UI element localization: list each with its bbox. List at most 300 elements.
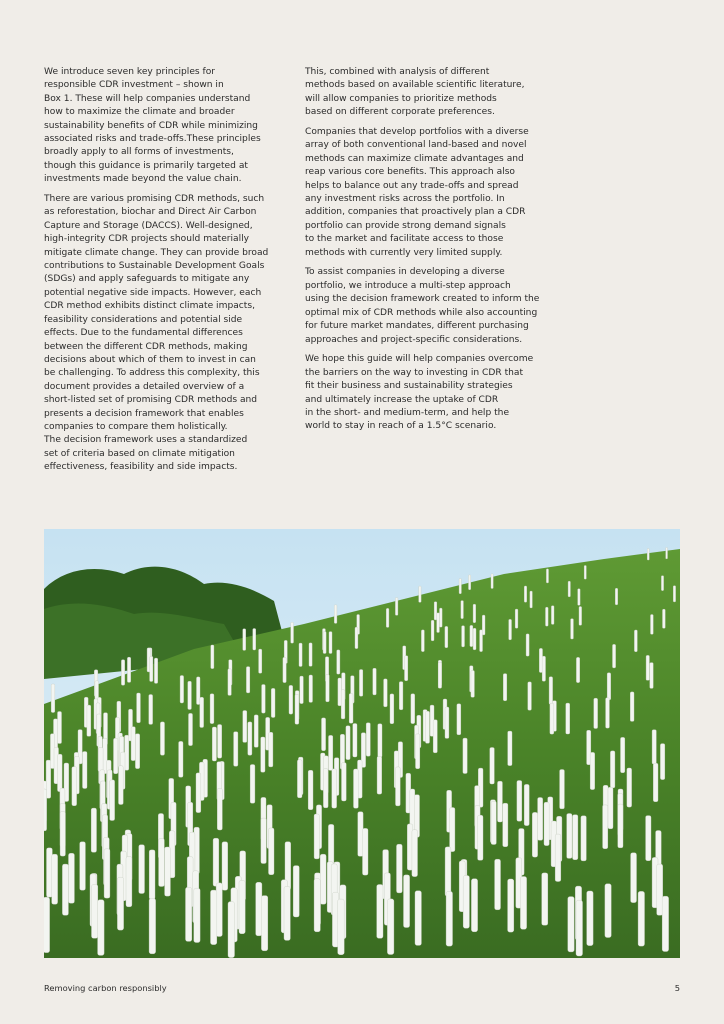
tree-guard <box>341 690 345 719</box>
tree-guard <box>250 765 255 804</box>
tree-guard <box>80 842 86 890</box>
tree-guard <box>228 669 231 696</box>
tree-guard <box>387 899 394 955</box>
tree-guard <box>587 891 593 946</box>
tree-guard <box>576 657 579 682</box>
tree-guard <box>346 726 350 760</box>
tree-guard <box>52 854 58 904</box>
tree-guard <box>621 737 625 772</box>
tree-guard <box>470 625 473 646</box>
tree-guard <box>463 876 469 929</box>
tree-guard <box>498 781 503 822</box>
tree-guard <box>634 630 637 652</box>
tree-guard <box>212 727 216 761</box>
tree-guard <box>571 619 574 639</box>
tree-guard <box>110 780 115 821</box>
tree-guard <box>457 704 461 735</box>
right-paragraph-2 <box>305 126 555 260</box>
tree-guard <box>590 752 595 789</box>
tree-guard <box>342 763 347 801</box>
tree-guard <box>127 657 130 682</box>
tree-guard <box>104 849 110 898</box>
tree-guard <box>405 656 408 681</box>
tree-guard <box>395 598 398 616</box>
tree-guard <box>396 767 401 806</box>
tree-guard <box>58 754 63 791</box>
tree-guard <box>160 722 164 755</box>
tree-guard <box>197 677 201 705</box>
tree-guard <box>189 713 193 745</box>
tree-guard <box>568 581 570 597</box>
tree-guard <box>69 853 75 903</box>
tree-guard <box>399 682 403 710</box>
tree-guard <box>271 688 275 717</box>
tree-guard <box>308 770 313 809</box>
tree-guard <box>549 677 553 705</box>
tree-guard <box>261 896 267 951</box>
tree-guard <box>652 730 656 764</box>
text-line: effects. Due to the fundamental differences <box>44 328 243 339</box>
tree-guard <box>508 731 512 766</box>
tree-guard <box>480 630 483 652</box>
tree-guard <box>269 732 273 767</box>
tree-guard <box>149 898 156 954</box>
tree-guard <box>326 675 330 702</box>
tree-guard <box>520 877 526 930</box>
tree-guard <box>165 847 171 896</box>
tree-guard <box>180 676 184 704</box>
tree-guard <box>404 875 410 928</box>
text-line: methods can maximize climate advantages and <box>305 153 524 164</box>
tree-guard <box>314 814 319 859</box>
text-line: To assist companies in developing a diverse <box>305 267 505 278</box>
tree-guard <box>47 848 53 897</box>
tree-guard <box>666 548 668 559</box>
tree-guard <box>243 629 246 651</box>
tree-guard <box>567 814 572 859</box>
tree-guard <box>411 694 415 724</box>
tree-guard <box>378 724 382 758</box>
tree-guard <box>239 880 245 933</box>
tree-guard <box>322 718 326 751</box>
text-line: and ultimately increase the uptake of CDR <box>305 394 499 405</box>
right-paragraph-4 <box>305 353 555 433</box>
left-paragraph-2 <box>44 193 284 475</box>
text-line: broadly apply to all forms of investments, <box>44 147 234 158</box>
text-line: any investment risks across the portfolio. In <box>305 194 505 205</box>
tree-guard <box>373 668 376 695</box>
tree-guard <box>673 586 675 602</box>
tree-guard <box>256 882 262 936</box>
text-line: The decision framework uses a standardized <box>44 435 248 446</box>
tree-guard <box>253 629 256 651</box>
tree-guard <box>210 694 214 724</box>
tree-guard <box>415 891 421 946</box>
tree-guard <box>261 737 265 772</box>
text-line: to the market and facilitate access to those <box>305 234 504 245</box>
tree-guard <box>121 660 124 686</box>
text-line: the barriers on the way to investing in CDR that <box>305 367 524 378</box>
tree-guard <box>44 897 50 952</box>
footer-title: Removing carbon responsibly <box>44 983 167 993</box>
tree-guard <box>329 632 332 654</box>
tree-guard <box>186 887 192 941</box>
tree-guard <box>578 589 580 606</box>
tree-guard <box>532 812 537 857</box>
tree-guard <box>337 650 340 674</box>
tree-guard <box>179 741 183 777</box>
tree-guard <box>473 628 476 650</box>
tree-guard <box>421 630 424 652</box>
tree-guard <box>471 671 475 698</box>
tree-guard <box>546 607 549 626</box>
tree-guard <box>213 838 219 886</box>
tree-guard <box>508 879 514 932</box>
tree-guard <box>463 738 467 773</box>
tree-guard <box>440 608 443 627</box>
text-line: portfolio, we introduce a multi-step approach <box>305 280 511 291</box>
tree-guard <box>188 681 192 709</box>
text-line: using the decision framework created to inform the <box>305 294 540 305</box>
text-line: We introduce seven key principles for <box>44 67 216 77</box>
tree-guard <box>353 724 357 758</box>
tree-guard <box>445 847 451 896</box>
tree-guard <box>491 574 493 589</box>
tree-guard <box>254 715 258 747</box>
tree-guard <box>320 854 326 904</box>
tree-guard <box>309 675 313 702</box>
text-line: though this guidance is primarily targeted at <box>44 160 248 171</box>
text-line: decisions about which of them to invest in can <box>44 354 256 365</box>
tree-guard <box>445 707 449 738</box>
tree-guard <box>542 656 545 681</box>
text-line: short-listed set of promising CDR methods and <box>44 395 258 406</box>
tree-guard <box>216 883 222 937</box>
tree-guard <box>662 896 668 951</box>
tree-guard <box>630 692 634 722</box>
tree-guard <box>526 634 529 656</box>
tree-guard <box>462 626 465 647</box>
text-line: portfolio can provide strong demand signals <box>305 220 506 231</box>
tree-guard <box>293 866 299 917</box>
tree-guard <box>524 586 526 602</box>
tree-guard <box>560 770 565 809</box>
tree-guard <box>524 784 529 825</box>
tree-guard <box>149 695 153 725</box>
tree-guard <box>433 720 437 753</box>
text-line: We hope this guide will help companies overcome <box>305 354 534 365</box>
text-line: presents a decision framework that enables <box>44 408 244 419</box>
tree-guard <box>259 649 262 673</box>
tree-guard <box>646 655 649 680</box>
tree-guard <box>289 685 293 714</box>
tree-guard <box>262 685 266 714</box>
tree-guard <box>91 808 96 852</box>
tree-guard <box>515 609 518 628</box>
tree-guard <box>234 732 238 767</box>
tree-guard <box>218 725 222 759</box>
tree-guard <box>517 781 522 822</box>
tree-guard <box>354 769 359 808</box>
tree-guard <box>98 900 105 956</box>
right-paragraph-1 <box>305 66 555 120</box>
text-line: helps to balance out any trade-offs and spread <box>305 180 519 191</box>
tree-guard <box>309 643 312 666</box>
tree-guard <box>150 656 153 681</box>
tree-guard <box>283 657 286 682</box>
tree-guard <box>62 864 68 915</box>
tree-guard <box>295 694 299 724</box>
text-line: world to stay in reach of a 1.5°C scenario. <box>305 421 497 432</box>
text-line: will allow companies to prioritize methods <box>305 93 497 104</box>
tree-guard <box>426 711 430 743</box>
tree-guard <box>332 769 337 808</box>
text-line: methods based on available scientific literature, <box>305 80 525 91</box>
tree-guard <box>363 828 369 875</box>
tree-guard <box>211 645 214 669</box>
tree-guard <box>377 885 383 939</box>
text-line: CDR method exhibits distinct climate impacts, <box>44 301 255 312</box>
tree-guard <box>137 693 141 723</box>
right-column <box>305 66 555 440</box>
tree-guard <box>653 763 658 802</box>
tree-guard <box>646 816 651 861</box>
text-line: set of criteria based on climate mitigation <box>44 448 235 459</box>
tree-guard <box>119 766 124 805</box>
tree-guard <box>618 804 623 848</box>
text-line: based on different corporate preferences. <box>305 107 495 118</box>
tree-guard <box>608 787 613 829</box>
tree-guard <box>650 663 653 689</box>
text-line: addition, companies that proactively plan a CDR <box>305 207 526 218</box>
tree-guard <box>530 591 532 608</box>
tree-guard <box>576 900 583 956</box>
reforestation-photo <box>44 529 680 958</box>
tree-guard <box>154 658 157 683</box>
left-paragraph-1 <box>44 66 284 187</box>
tree-guard <box>114 738 118 773</box>
tree-guard <box>469 575 471 590</box>
tree-guard <box>573 815 578 860</box>
text-line: mitigate climate change. They can provide broad <box>44 247 269 258</box>
tree-guard <box>397 844 403 893</box>
tree-guard <box>359 670 362 697</box>
tree-guard <box>58 712 62 744</box>
hillside-tree-guards-image <box>44 529 680 958</box>
tree-guard <box>269 828 275 875</box>
tree-guard <box>661 576 663 591</box>
tree-guard <box>605 884 611 938</box>
tree-guard <box>217 788 222 830</box>
tree-guard <box>509 619 512 639</box>
tree-guard <box>416 734 420 769</box>
tree-guard <box>544 802 549 845</box>
tree-guard <box>334 605 337 624</box>
tree-guard <box>323 632 326 654</box>
right-paragraph-3 <box>305 266 555 346</box>
tree-guard <box>568 897 574 952</box>
text-line: There are various promising CDR methods, such <box>44 194 265 205</box>
tree-guard <box>446 891 452 946</box>
text-line: fit their business and sustainability strategies <box>305 381 513 392</box>
tree-guard <box>503 803 508 847</box>
tree-guard <box>490 748 495 785</box>
tree-guard <box>607 673 611 700</box>
tree-guard <box>647 549 649 561</box>
tree-guard <box>299 643 302 666</box>
tree-guard <box>83 752 88 789</box>
tree-guard <box>437 613 440 633</box>
tree-guard <box>126 857 132 907</box>
tree-guard <box>631 853 637 903</box>
tree-guard <box>581 816 586 861</box>
tree-guard <box>117 877 123 930</box>
tree-guard <box>248 722 252 755</box>
tree-guard <box>314 879 320 932</box>
text-line: document provides a detailed overview of a <box>44 381 245 392</box>
tree-guard <box>211 890 217 945</box>
tree-guard <box>338 899 345 955</box>
tree-guard <box>657 864 663 915</box>
tree-guard <box>243 711 247 743</box>
tree-guard <box>610 751 615 788</box>
text-line: feasibility considerations and potential side <box>44 314 243 325</box>
tree-guard <box>159 839 165 887</box>
page-number: 5 <box>674 983 680 993</box>
tree-guard <box>139 845 145 894</box>
tree-guard <box>528 682 532 710</box>
text-line: contributions to Sustainable Development Goals <box>44 261 265 272</box>
text-line: how to maximize the climate and broader <box>44 107 235 118</box>
tree-guard <box>44 789 47 831</box>
tree-guard <box>284 886 290 940</box>
text-line: effectiveness, feasibility and side impacts. <box>44 462 238 473</box>
tree-guard <box>627 768 632 807</box>
tree-guard <box>377 756 382 794</box>
tree-guard <box>297 760 302 798</box>
tree-guard <box>135 734 139 769</box>
tree-guard <box>594 698 598 728</box>
tree-guard <box>450 808 455 852</box>
tree-guard <box>638 891 644 946</box>
tree-guard <box>482 615 485 635</box>
tree-guard <box>60 812 65 857</box>
text-line: optimal mix of CDR methods while also accounting <box>305 307 538 318</box>
tree-guard <box>291 622 294 643</box>
text-line: Box 1. These will help companies understand <box>44 93 251 104</box>
tree-guard <box>606 698 610 728</box>
tree-guard <box>228 902 235 958</box>
tree-guard <box>491 801 496 844</box>
text-line: associated risks and trade-offs.These principles <box>44 134 261 145</box>
tree-guard <box>92 885 98 939</box>
tree-guard <box>131 727 135 761</box>
text-line: methods with currently very limited supply. <box>305 247 503 258</box>
text-line: responsible CDR investment – shown in <box>44 80 224 91</box>
text-line: (SDGs) and apply safeguards to mitigate any <box>44 274 250 285</box>
text-line: investments made beyond the value chain. <box>44 174 242 185</box>
tree-guard <box>555 834 561 881</box>
tree-guard <box>87 705 91 736</box>
tree-guard <box>603 805 608 849</box>
tree-guard <box>434 602 437 620</box>
tree-guard <box>386 608 389 627</box>
text-line: for future market mandates, different purchasing <box>305 321 529 332</box>
text-line: high-integrity CDR projects should materially <box>44 234 250 245</box>
tree-guard <box>384 679 388 707</box>
text-line: Companies that develop portfolios with a diverse <box>305 127 529 138</box>
text-line: array of both conventional land-based and novel <box>305 140 527 151</box>
tree-guard <box>194 888 200 942</box>
tree-guard <box>246 667 249 693</box>
tree-guard <box>566 703 570 734</box>
tree-guard <box>651 615 654 635</box>
tree-guard <box>663 609 666 628</box>
text-line: potential negative side impacts. However, each <box>44 287 262 298</box>
tree-guard <box>503 674 507 701</box>
text-line: companies to compare them holistically. <box>44 421 228 432</box>
tree-guard <box>412 830 418 877</box>
tree-guard <box>300 676 304 704</box>
text-line: sustainability benefits of CDR while minimizing <box>44 120 258 131</box>
tree-guard <box>261 818 266 863</box>
tree-guard <box>149 850 155 899</box>
tree-guard <box>222 842 228 890</box>
text-line: be challenging. To address this complexity, this <box>44 368 260 379</box>
tree-guard <box>431 620 434 641</box>
tree-guard <box>72 767 77 806</box>
tree-guard <box>338 678 342 706</box>
tree-guard <box>546 569 548 583</box>
tree-guard <box>538 798 543 841</box>
tree-guard <box>551 606 554 625</box>
text-line: This, combined with analysis of different <box>305 67 490 77</box>
tree-guard <box>51 684 55 713</box>
tree-guard <box>200 697 204 727</box>
text-line: approaches and project-specific considerations. <box>305 334 523 345</box>
tree-guard <box>459 579 461 594</box>
tree-guard <box>471 879 477 932</box>
text-line: Capture and Storage (DACCS). Well-designed, <box>44 220 253 231</box>
text-line: reap various core benefits. This approach also <box>305 167 515 178</box>
tree-guard <box>473 604 476 623</box>
tree-guard <box>461 601 464 619</box>
text-line: between the different CDR methods, making <box>44 341 248 352</box>
tree-guard <box>542 873 548 925</box>
tree-guard <box>329 735 333 770</box>
tree-guard <box>438 662 441 688</box>
tree-guard <box>390 694 394 724</box>
tree-guard <box>196 773 201 813</box>
tree-guard <box>584 566 586 580</box>
text-line: as reforestation, biochar and Direct Air Carbon <box>44 207 257 218</box>
tree-guard <box>478 815 483 860</box>
tree-guard <box>419 586 421 602</box>
tree-guard <box>550 703 554 734</box>
tree-guard <box>660 744 664 780</box>
tree-guard <box>445 626 448 647</box>
tree-guard <box>323 769 328 808</box>
tree-guard <box>579 607 582 626</box>
left-column <box>44 66 284 481</box>
tree-guard <box>495 859 501 910</box>
tree-guard <box>366 723 370 756</box>
tree-guard <box>613 644 616 668</box>
tree-guard <box>355 627 358 648</box>
text-line: in the short- and medium-term, and help the <box>305 407 510 418</box>
tree-guard <box>349 694 353 724</box>
tree-guard <box>615 588 617 605</box>
